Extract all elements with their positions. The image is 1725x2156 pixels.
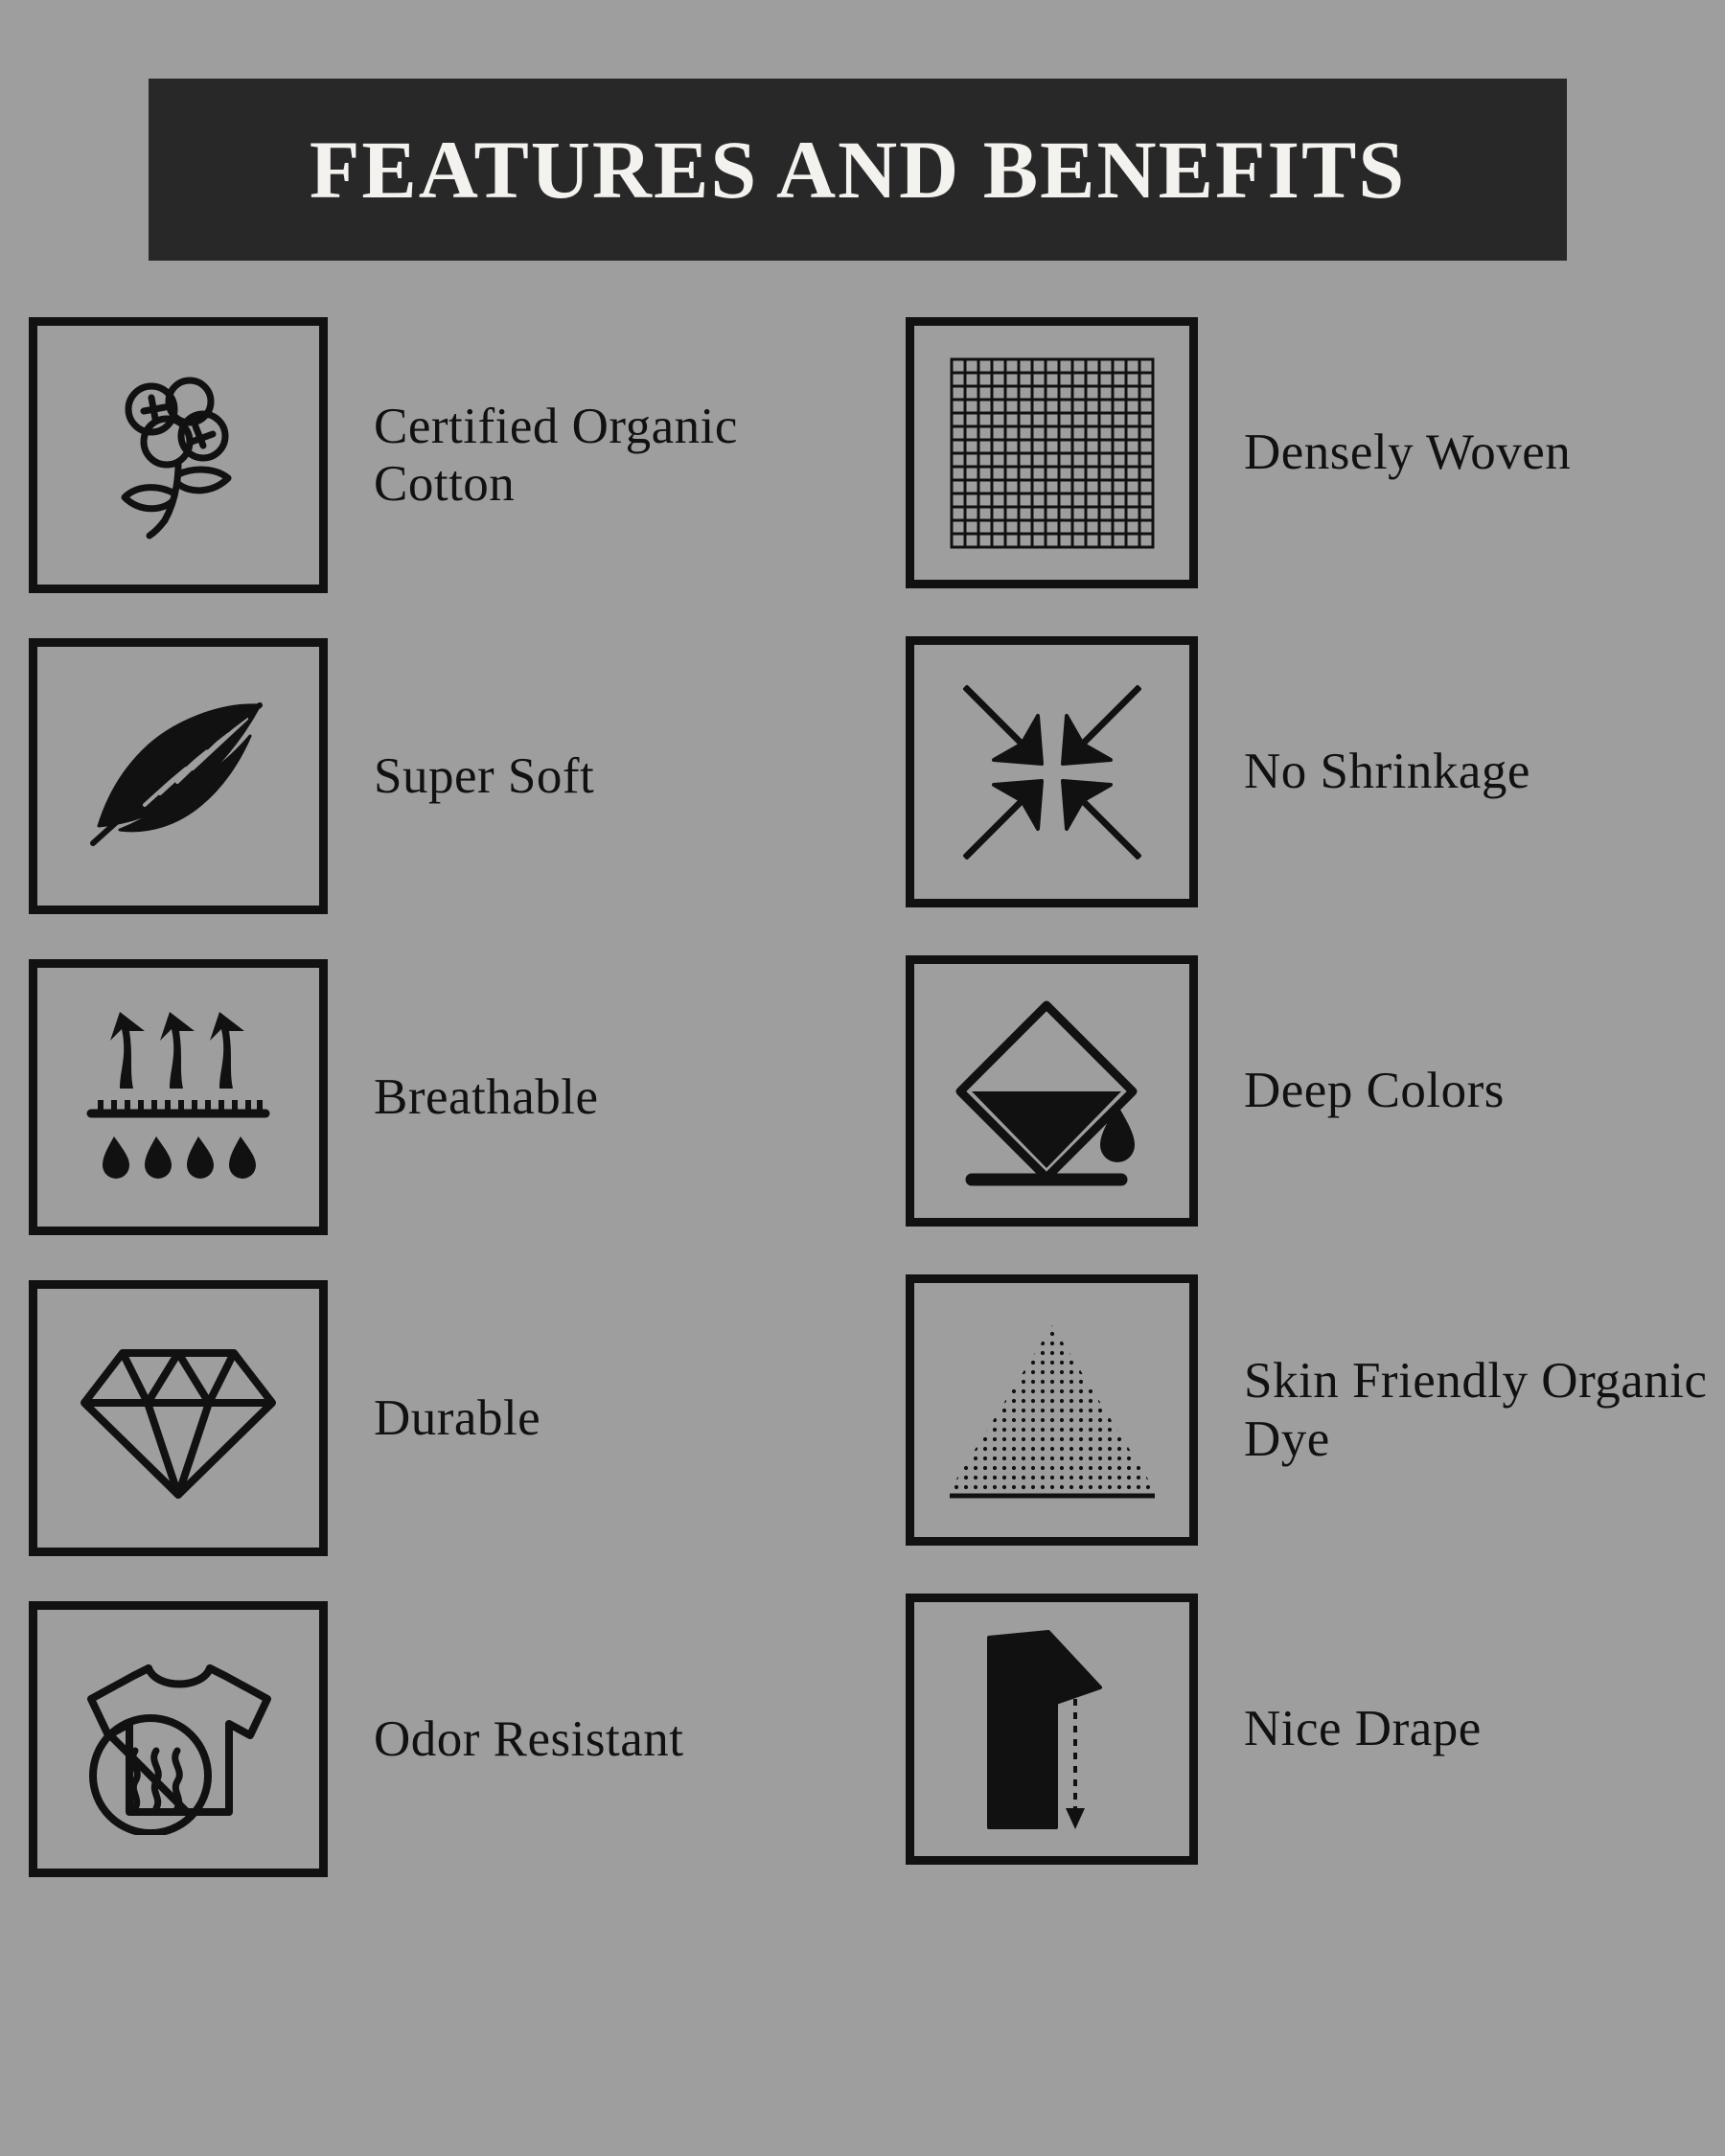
shrink-arrows-icon <box>906 636 1198 907</box>
feature-label: Breathable <box>374 1068 599 1125</box>
dye-powder-pile-icon <box>906 1274 1198 1546</box>
feature-label: No Shrinkage <box>1244 744 1530 800</box>
feature-label: Certified Organic Cotton <box>374 398 738 512</box>
feature-label: Durable <box>374 1389 541 1446</box>
feature-item-no-shrinkage <box>906 635 1725 908</box>
feature-label: Deep Colors <box>1244 1063 1505 1119</box>
feature-item-super-soft <box>29 637 853 915</box>
features-column-right <box>906 316 1725 1912</box>
feature-label: Super Soft <box>374 747 595 804</box>
diamond-icon <box>29 1280 328 1556</box>
feature-item-deep-colors <box>906 954 1725 1227</box>
feature-item-odor-resistant <box>29 1600 853 1878</box>
draped-fabric-icon <box>906 1594 1198 1865</box>
breathable-arrows-icon <box>29 959 328 1235</box>
paint-bucket-icon <box>906 955 1198 1227</box>
page-title: FEATURES AND BENEFITS <box>309 124 1407 216</box>
no-odor-shirt-icon <box>29 1601 328 1877</box>
woven-grid-icon <box>906 317 1198 588</box>
feature-item-breathable <box>29 958 853 1236</box>
feature-item-skin-friendly-organic-dye <box>906 1273 1725 1547</box>
feature-label: Odor Resistant <box>374 1710 684 1767</box>
cotton-plant-icon <box>29 317 328 593</box>
feature-item-nice-drape <box>906 1593 1725 1866</box>
feature-label: Skin Friendly Organic Dye <box>1244 1353 1708 1467</box>
feather-icon <box>29 638 328 914</box>
feature-item-densely-woven <box>906 316 1725 589</box>
feature-item-certified-organic-cotton <box>29 316 853 594</box>
feature-label: Nice Drape <box>1244 1701 1482 1757</box>
features-column-left <box>29 316 853 1921</box>
feature-item-durable <box>29 1279 853 1557</box>
page-title-bar <box>149 79 1567 261</box>
feature-label: Densely Woven <box>1244 424 1572 481</box>
